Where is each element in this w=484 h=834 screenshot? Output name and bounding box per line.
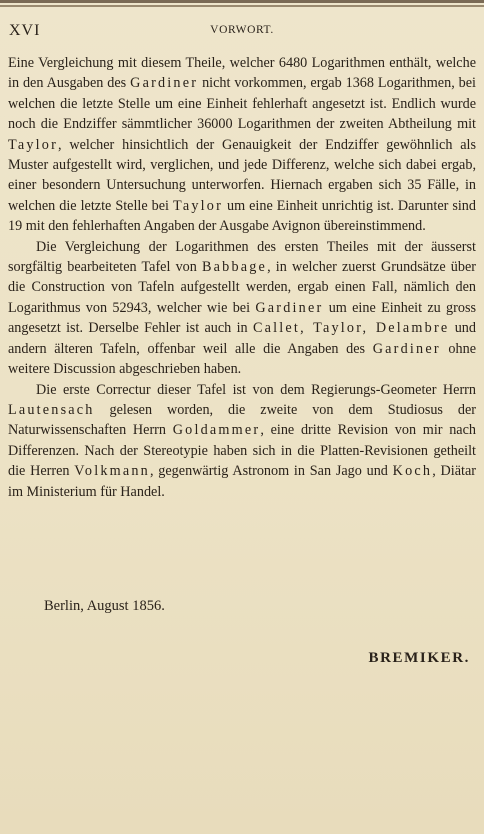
running-head: VORWORT.	[210, 24, 274, 36]
name-gardiner: Gardiner	[130, 75, 199, 92]
name-taylor: Taylor	[172, 197, 223, 214]
paragraph-2: Die Vergleichung der Logarithmen des ersten Theiles mit der äusserst sorgfältig bearbeiteten Tafel von Babbage, in welcher zuerst Grundsätze über die Construction von Tafeln aufgestellt werden, ergab einen Fall, nämlich den Logarithmus von 52943, welcher wie bei Gardiner um eine Einheit zu gross angesetzt ist. Derselbe Fehler ist auch in Callet, Taylor, Delambre und andern älteren Tafeln, offenbar weil alle die Angaben des Gardiner ohne weitere Discussion abgeschrieben haben.	[8, 238, 476, 378]
top-rule-inner	[0, 5, 484, 7]
names-callet-taylor-delambre: Callet, Taylor, Delambre	[252, 320, 450, 337]
name-lautensach: Lautensach	[8, 401, 95, 418]
name-goldammer: Goldammer	[172, 422, 261, 439]
signature: BREMIKER.	[368, 650, 470, 666]
date-line: Berlin, August 1856.	[44, 598, 165, 614]
name-gardiner: Gardiner	[255, 299, 324, 316]
name-taylor: Taylor	[8, 136, 59, 153]
name-koch: Koch	[392, 463, 433, 480]
page-number: XVI	[9, 22, 41, 39]
top-rule	[0, 0, 484, 3]
name-babbage: Babbage	[202, 259, 268, 276]
paragraph-1: Eine Vergleichung mit diesem Theile, welcher 6480 Logarithmen enthält, welche in den Ausgaben des Gardiner nicht vorkommen, ergab 1368 Logarithmen, bei welchen die letzte Stelle um eine Einheit fehlerhaft angesetzt ist. Endlich wurde noch die Endziffer sämmtlicher 36000 Logarithmen der zweiten Abtheilung mit Taylor, welcher hinsichtlich der Genauigkeit der Endziffer gewöhnlich als Muster aufgestellt wird, verglichen, und jede Differenz, welche sich dabei ergab, einer besondern Untersuchung unterworfen. Hiernach ergaben sich 35 Fälle, in welchen die letzte Stelle bei Taylor um eine Einheit unrichtig ist. Darunter sind 19 mit den fehlerhaften Angaben der Ausgabe Avignon übereinstimmend.	[8, 55, 477, 235]
paragraph-3: Die erste Correctur dieser Tafel ist von dem Regierungs-Geometer Herrn Lautensach gelesen worden, die zweite von dem Studiosus der Naturwissenschaften Herrn Goldammer, eine dritte Revision von mir nach Differenzen. Nach der Stereotypie haben sich in die Platten-Revisionen getheilt die Herren Volkmann, gegenwärtig Astronom in San Jago und Koch, Diätar im Ministerium für Handel.	[8, 381, 476, 500]
body-text	[8, 53, 476, 502]
page-header	[9, 22, 475, 42]
name-gardiner: Gardiner	[372, 340, 441, 357]
name-volkmann: Volkmann	[74, 463, 150, 480]
